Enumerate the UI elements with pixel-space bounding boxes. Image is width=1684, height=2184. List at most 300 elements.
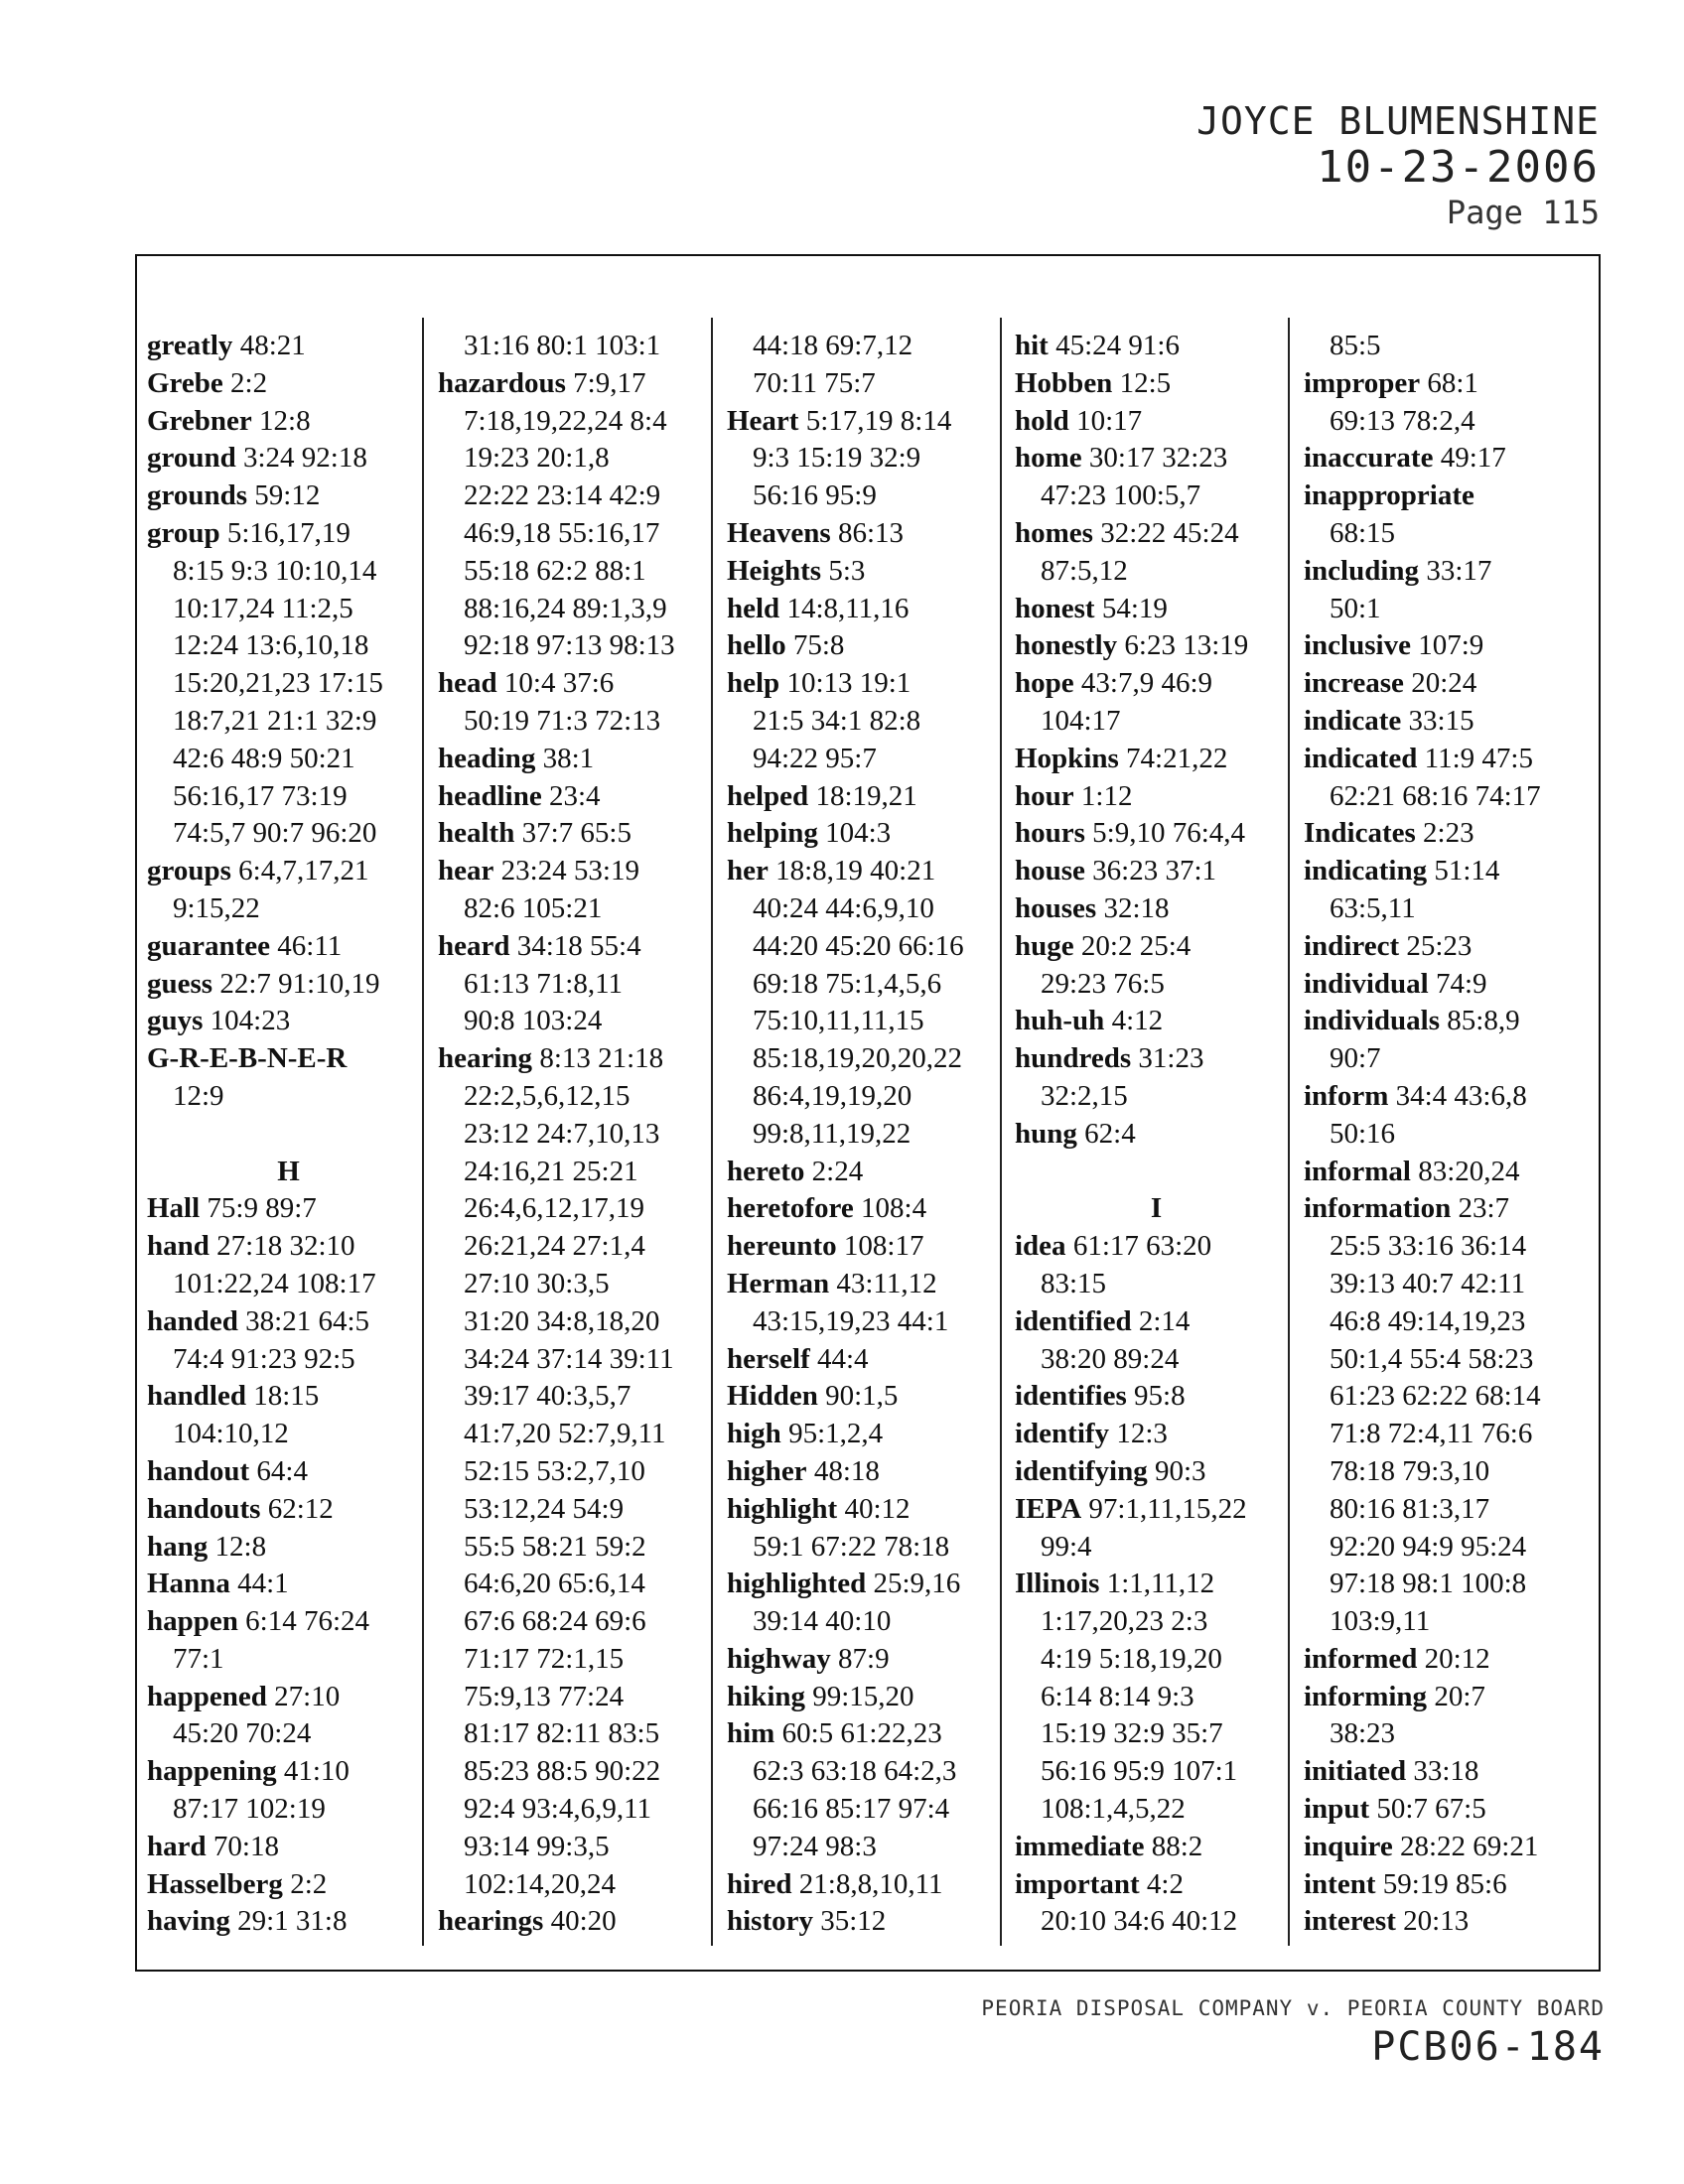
index-term: grounds xyxy=(147,479,248,512)
index-entry xyxy=(438,815,721,853)
page-line-refs: 97:1,11,15,22 xyxy=(1088,1492,1247,1525)
page-line-refs: 33:17 xyxy=(1426,554,1492,587)
page-line-refs: 7:9,17 xyxy=(573,366,646,399)
page-line-refs: 95:8 xyxy=(1134,1380,1186,1413)
index-term: inform xyxy=(1304,1079,1389,1112)
index-entry xyxy=(1304,1829,1587,1866)
index-term: happen xyxy=(147,1605,238,1638)
page-line-refs: 14:8,11,16 xyxy=(786,592,910,624)
continuation-line xyxy=(147,1116,430,1154)
page-line-refs: 10:4 37:6 xyxy=(503,667,615,700)
continuation-line: 77:1 xyxy=(173,1642,224,1675)
page-line-refs: 50:7 67:5 xyxy=(1376,1793,1486,1826)
index-term: immediate xyxy=(1015,1830,1145,1862)
page-line-refs: 60:5 61:22,23 xyxy=(781,1717,942,1750)
index-term: information xyxy=(1304,1192,1452,1225)
index-term: happened xyxy=(147,1680,267,1712)
page-line-refs: 25:9,16 xyxy=(873,1568,961,1600)
continuation-line: 41:7,20 52:7,9,11 xyxy=(464,1418,666,1450)
index-term: ground xyxy=(147,442,236,475)
continuation-line: 80:16 81:3,17 xyxy=(1330,1492,1490,1525)
continuation-line: 39:14 40:10 xyxy=(753,1605,892,1638)
continuation-line: 1:17,20,23 2:3 xyxy=(1041,1605,1208,1638)
continuation-line: 15:19 32:9 35:7 xyxy=(1041,1717,1223,1750)
index-entry xyxy=(147,1679,430,1716)
index-entry xyxy=(1015,403,1298,441)
page-line-refs: 23:4 xyxy=(549,779,601,812)
index-term: headline xyxy=(438,779,542,812)
index-term: indirect xyxy=(1304,929,1400,962)
index-entry xyxy=(1015,1453,1298,1491)
index-entry xyxy=(1304,1753,1587,1791)
continuation-line: 59:1 67:22 78:18 xyxy=(753,1530,950,1563)
index-term: informal xyxy=(1304,1155,1411,1187)
index-entry xyxy=(727,1903,1010,1941)
continuation-line: 46:9,18 55:16,17 xyxy=(464,516,660,549)
page-line-refs: 20:13 xyxy=(1403,1905,1470,1938)
page-line-refs: 33:15 xyxy=(1408,704,1474,737)
index-term: input xyxy=(1304,1793,1370,1826)
index-entry xyxy=(727,1341,1010,1379)
index-term: Hopkins xyxy=(1015,742,1119,774)
index-entry xyxy=(1304,553,1587,591)
index-entry xyxy=(1015,1378,1298,1416)
index-column xyxy=(727,328,1010,1946)
index-term: hello xyxy=(727,629,786,662)
index-term: hearing xyxy=(438,1042,533,1075)
index-entry xyxy=(727,515,1010,553)
page-line-refs: 11:9 47:5 xyxy=(1424,742,1533,774)
index-entry xyxy=(727,1641,1010,1679)
index-entry xyxy=(147,1303,430,1341)
index-entry xyxy=(727,665,1010,703)
page-line-refs: 74:21,22 xyxy=(1126,742,1228,774)
continuation-line: 45:20 70:24 xyxy=(173,1717,312,1750)
continuation-line: 50:1 xyxy=(1330,592,1381,624)
continuation-line: 4:19 5:18,19,20 xyxy=(1041,1642,1222,1675)
case-caption: PEORIA DISPOSAL COMPANY v. PEORIA COUNTY BOARD xyxy=(981,1996,1605,2020)
page-line-refs: 36:23 37:1 xyxy=(1092,855,1217,887)
index-term: honestly xyxy=(1015,629,1118,662)
continuation-line: 18:7,21 21:1 32:9 xyxy=(173,704,377,737)
index-term: houses xyxy=(1015,891,1097,924)
index-entry xyxy=(438,928,721,966)
index-entry xyxy=(1304,966,1587,1004)
page-line-refs: 88:2 xyxy=(1151,1830,1203,1862)
continuation-line: 85:18,19,20,20,22 xyxy=(753,1042,963,1075)
index-term: Hanna xyxy=(147,1568,230,1600)
continuation-line: 32:2,15 xyxy=(1041,1079,1128,1112)
index-entry xyxy=(147,515,430,553)
index-term: Indicates xyxy=(1304,817,1416,850)
index-entry xyxy=(147,853,430,890)
page-line-refs: 10:17 xyxy=(1076,404,1143,437)
index-term: heading xyxy=(438,742,536,774)
continuation-line: 61:13 71:8,11 xyxy=(464,967,624,1000)
index-term: guess xyxy=(147,967,213,1000)
continuation-line: 85:5 xyxy=(1330,330,1381,361)
page-line-refs: 62:4 xyxy=(1084,1117,1136,1150)
continuation-line: 55:18 62:2 88:1 xyxy=(464,554,646,587)
page-line-refs: 104:3 xyxy=(825,817,892,850)
page-line-refs: 12:5 xyxy=(1119,366,1172,399)
page-line-refs: 27:18 32:10 xyxy=(216,1230,355,1263)
continuation-line: 67:6 68:24 69:6 xyxy=(464,1605,646,1638)
continuation-line: 53:12,24 54:9 xyxy=(464,1492,625,1525)
continuation-line: 50:19 71:3 72:13 xyxy=(464,704,661,737)
page-line-refs: 95:1,2,4 xyxy=(788,1418,884,1450)
index-entry xyxy=(147,1566,430,1603)
index-entry xyxy=(727,1190,1010,1228)
page-line-refs: 2:2 xyxy=(230,366,268,399)
page-line-refs: 6:4,7,17,21 xyxy=(238,855,369,887)
page-line-refs: 28:22 69:21 xyxy=(1399,1830,1539,1862)
index-term: inquire xyxy=(1304,1830,1393,1862)
page-line-refs: 1:12 xyxy=(1080,779,1133,812)
continuation-line: 44:18 69:7,12 xyxy=(753,330,913,361)
index-entry xyxy=(727,778,1010,816)
continuation-line: 75:9,13 77:24 xyxy=(464,1680,625,1712)
continuation-line: 104:17 xyxy=(1041,704,1121,737)
index-term: Herman xyxy=(727,1267,830,1299)
page-line-refs: 48:21 xyxy=(239,330,306,361)
continuation-line: 50:1,4 55:4 58:23 xyxy=(1330,1342,1534,1375)
page-line-refs: 4:2 xyxy=(1146,1867,1184,1900)
index-entry xyxy=(1015,815,1298,853)
index-entry xyxy=(1304,1154,1587,1191)
section-letter: H xyxy=(277,1155,300,1187)
continuation-line: 22:22 23:14 42:9 xyxy=(464,479,661,512)
index-entry xyxy=(727,1266,1010,1303)
continuation-line: 15:20,21,23 17:15 xyxy=(173,667,383,700)
page-line-refs: 6:14 76:24 xyxy=(245,1605,370,1638)
index-term: homes xyxy=(1015,516,1093,549)
page-line-refs: 40:12 xyxy=(844,1492,911,1525)
index-entry xyxy=(727,591,1010,628)
index-term: groups xyxy=(147,855,231,887)
continuation-line: 40:24 44:6,9,10 xyxy=(753,891,934,924)
continuation-line: 85:23 88:5 90:22 xyxy=(464,1755,661,1788)
continuation-line: 88:16,24 89:1,3,9 xyxy=(464,592,667,624)
continuation-line: 62:3 63:18 64:2,3 xyxy=(753,1755,957,1788)
continuation-line: 21:5 34:1 82:8 xyxy=(753,704,921,737)
index-entry xyxy=(147,928,430,966)
index-entry xyxy=(438,365,721,403)
page-line-refs: 59:12 xyxy=(254,479,321,512)
page-line-refs: 5:9,10 76:4,4 xyxy=(1092,817,1246,850)
index-term: high xyxy=(727,1418,781,1450)
page-line-refs: 10:13 19:1 xyxy=(786,667,912,700)
index-term: history xyxy=(727,1905,813,1938)
page-line-refs: 6:23 13:19 xyxy=(1124,629,1249,662)
page-line-refs: 49:17 xyxy=(1440,442,1506,475)
continuation-line: 42:6 48:9 50:21 xyxy=(173,742,355,774)
index-entry xyxy=(1304,665,1587,703)
index-entry xyxy=(1015,1829,1298,1866)
index-entry xyxy=(727,853,1010,890)
index-entry xyxy=(438,741,721,778)
word-index xyxy=(147,328,1597,1946)
page-line-refs: 30:17 32:23 xyxy=(1088,442,1228,475)
continuation-line: 38:20 89:24 xyxy=(1041,1342,1180,1375)
index-term: heretofore xyxy=(727,1192,854,1225)
index-entry xyxy=(1015,741,1298,778)
index-term: guarantee xyxy=(147,929,271,962)
continuation-line: 83:15 xyxy=(1041,1267,1107,1299)
index-entry xyxy=(1015,365,1298,403)
continuation-line: 29:23 76:5 xyxy=(1041,967,1165,1000)
index-entry xyxy=(1304,1679,1587,1716)
continuation-line: 71:17 72:1,15 xyxy=(464,1642,625,1675)
index-entry xyxy=(147,440,430,478)
index-term: Hobben xyxy=(1015,366,1113,399)
index-entry xyxy=(1015,440,1298,478)
deponent-name: JOYCE BLUMENSHINE xyxy=(1196,99,1600,143)
index-term: higher xyxy=(727,1454,807,1487)
index-term: Heart xyxy=(727,404,799,437)
page-line-refs: 23:7 xyxy=(1458,1192,1510,1225)
index-entry xyxy=(147,966,430,1004)
index-entry xyxy=(1304,928,1587,966)
continuation-line: 74:4 91:23 92:5 xyxy=(173,1342,355,1375)
page-header xyxy=(1196,99,1600,232)
continuation-line: 81:17 82:11 83:5 xyxy=(464,1717,660,1750)
index-term: hereunto xyxy=(727,1230,837,1263)
index-entry xyxy=(1015,665,1298,703)
docket-number: PCB06-184 xyxy=(1371,2024,1605,2070)
index-entry xyxy=(438,665,721,703)
page-line-refs: 44:4 xyxy=(817,1342,869,1375)
page-line-refs: 18:8,19 40:21 xyxy=(775,855,936,887)
continuation-line: 97:18 98:1 100:8 xyxy=(1330,1568,1527,1600)
index-entry xyxy=(1015,928,1298,966)
index-term: happening xyxy=(147,1755,277,1788)
index-entry xyxy=(1304,1903,1587,1941)
index-term: Hidden xyxy=(727,1380,818,1413)
continuation-line: 82:6 105:21 xyxy=(464,891,603,924)
page-line-refs: 45:24 91:6 xyxy=(1055,330,1180,361)
index-term: highlight xyxy=(727,1492,838,1525)
index-column xyxy=(1015,328,1298,1946)
index-entry xyxy=(727,627,1010,665)
continuation-line: 92:18 97:13 98:13 xyxy=(464,629,675,662)
page-line-refs: 75:9 89:7 xyxy=(207,1192,317,1225)
index-entry xyxy=(727,1715,1010,1753)
index-entry xyxy=(1015,1866,1298,1904)
page-number: Page 115 xyxy=(1446,194,1600,231)
index-term: including xyxy=(1304,554,1420,587)
index-entry xyxy=(147,1378,430,1416)
continuation-line: 92:20 94:9 95:24 xyxy=(1330,1530,1527,1563)
index-entry xyxy=(147,1453,430,1491)
continuation-line: 22:2,5,6,12,15 xyxy=(464,1079,631,1112)
index-term: interest xyxy=(1304,1905,1396,1938)
page-line-refs: 12:3 xyxy=(1116,1418,1168,1450)
index-entry xyxy=(1304,815,1587,853)
continuation-line: 99:8,11,19,22 xyxy=(753,1117,912,1150)
index-term: hereto xyxy=(727,1155,805,1187)
index-term: increase xyxy=(1304,667,1404,700)
index-entry xyxy=(727,1566,1010,1603)
continuation-line: 10:17,24 11:2,5 xyxy=(173,592,353,624)
index-term: identified xyxy=(1015,1304,1132,1337)
index-term: handout xyxy=(147,1454,250,1487)
page-line-refs: 54:19 xyxy=(1101,592,1168,624)
page-line-refs: 51:14 xyxy=(1434,855,1500,887)
continuation-line: 90:8 103:24 xyxy=(464,1005,603,1037)
continuation-line: 71:8 72:4,11 76:6 xyxy=(1330,1418,1533,1450)
index-term: hand xyxy=(147,1230,210,1263)
index-entry xyxy=(438,1903,721,1941)
index-entry xyxy=(1015,778,1298,816)
continuation-line: 43:15,19,23 44:1 xyxy=(753,1304,949,1337)
index-term: greatly xyxy=(147,330,233,361)
page-line-refs: 23:24 53:19 xyxy=(500,855,639,887)
index-term: Heights xyxy=(727,554,822,587)
continuation-line: 31:16 80:1 103:1 xyxy=(464,330,661,361)
index-term: him xyxy=(727,1717,775,1750)
page-line-refs: 2:14 xyxy=(1138,1304,1191,1337)
continuation-line: 31:20 34:8,18,20 xyxy=(464,1304,660,1337)
index-entry xyxy=(1015,515,1298,553)
index-term: handled xyxy=(147,1380,246,1413)
continuation-line: 69:18 75:1,4,5,6 xyxy=(753,967,942,1000)
continuation-line: 44:20 45:20 66:16 xyxy=(753,929,964,962)
continuation-line: 9:15,22 xyxy=(173,891,260,924)
index-entry xyxy=(147,1040,430,1078)
continuation-line: 9:3 15:19 32:9 xyxy=(753,442,921,475)
index-entry xyxy=(1304,627,1587,665)
page-line-refs: 44:1 xyxy=(237,1568,289,1600)
page-line-refs: 59:19 85:6 xyxy=(1382,1867,1507,1900)
page-line-refs: 74:9 xyxy=(1436,967,1487,1000)
index-term: helped xyxy=(727,779,809,812)
index-entry xyxy=(147,1603,430,1641)
index-entry xyxy=(1304,1190,1587,1228)
index-entry xyxy=(1304,1078,1587,1116)
page-line-refs: 90:1,5 xyxy=(825,1380,899,1413)
page-line-refs: 41:10 xyxy=(283,1755,350,1788)
index-term: informed xyxy=(1304,1642,1418,1675)
continuation-line: 8:15 9:3 10:10,14 xyxy=(173,554,377,587)
index-column xyxy=(438,328,721,1946)
page-line-refs: 4:12 xyxy=(1111,1005,1164,1037)
index-term: Hasselberg xyxy=(147,1867,283,1900)
page-line-refs: 12:8 xyxy=(259,404,311,437)
index-entry xyxy=(147,1003,430,1040)
continuation-line: 52:15 53:2,7,10 xyxy=(464,1454,645,1487)
page-line-refs: 18:19,21 xyxy=(815,779,917,812)
index-entry xyxy=(1015,853,1298,890)
page-line-refs: 35:12 xyxy=(820,1905,887,1938)
page-line-refs: 2:23 xyxy=(1423,817,1474,850)
continuation-line: 94:22 95:7 xyxy=(753,742,877,774)
index-term: G-R-E-B-N-E-R xyxy=(147,1042,348,1075)
index-term: highway xyxy=(727,1642,831,1675)
index-term: highlighted xyxy=(727,1568,867,1600)
index-entry xyxy=(147,1903,430,1941)
page-line-refs: 2:2 xyxy=(290,1867,328,1900)
page-line-refs: 99:15,20 xyxy=(812,1680,914,1712)
index-term: helping xyxy=(727,817,818,850)
index-term: inappropriate xyxy=(1304,479,1474,512)
page-line-refs: 108:17 xyxy=(843,1230,924,1263)
index-term: hearings xyxy=(438,1905,544,1938)
page-line-refs: 5:3 xyxy=(828,554,866,587)
index-term: having xyxy=(147,1905,230,1938)
index-term: indicating xyxy=(1304,855,1428,887)
continuation-line: 103:9,11 xyxy=(1330,1605,1431,1638)
continuation-line: 34:24 37:14 39:11 xyxy=(464,1342,674,1375)
index-term: Illinois xyxy=(1015,1568,1100,1600)
index-term: help xyxy=(727,667,780,700)
index-entry xyxy=(147,1228,430,1266)
continuation-line: 62:21 68:16 74:17 xyxy=(1330,779,1541,812)
index-term: hit xyxy=(1015,330,1049,361)
index-entry xyxy=(1304,741,1587,778)
page-line-refs: 1:1,11,12 xyxy=(1106,1568,1215,1600)
index-term: improper xyxy=(1304,366,1421,399)
continuation-line: 70:11 75:7 xyxy=(753,366,876,399)
index-term: hang xyxy=(147,1530,209,1563)
index-entry xyxy=(1015,591,1298,628)
index-entry xyxy=(438,853,721,890)
index-entry xyxy=(1304,703,1587,741)
index-term: hung xyxy=(1015,1117,1077,1150)
page-line-refs: 8:13 21:18 xyxy=(539,1042,664,1075)
index-term: house xyxy=(1015,855,1085,887)
index-entry xyxy=(727,1228,1010,1266)
continuation-line: 12:9 xyxy=(173,1079,224,1112)
continuation-line: 101:22,24 108:17 xyxy=(173,1267,376,1299)
deposition-date: 10-23-2006 xyxy=(1317,142,1600,193)
index-entry xyxy=(727,1491,1010,1529)
page-line-refs: 22:7 91:10,19 xyxy=(219,967,380,1000)
index-term: hundreds xyxy=(1015,1042,1132,1075)
index-term: informing xyxy=(1304,1680,1428,1712)
continuation-line: 26:21,24 27:1,4 xyxy=(464,1230,645,1263)
index-term: hiking xyxy=(727,1680,805,1712)
index-term: hard xyxy=(147,1830,207,1862)
page-line-refs: 25:23 xyxy=(1406,929,1473,962)
index-entry xyxy=(727,1416,1010,1453)
page-line-refs: 38:1 xyxy=(542,742,595,774)
index-entry xyxy=(727,1866,1010,1904)
index-entry xyxy=(1304,1003,1587,1040)
index-entry xyxy=(1304,1866,1587,1904)
index-entry xyxy=(1015,1116,1298,1154)
continuation-line: 39:13 40:7 42:11 xyxy=(1330,1267,1526,1299)
index-term: identify xyxy=(1015,1418,1110,1450)
index-term: guys xyxy=(147,1005,204,1037)
continuation-line: 7:18,19,22,24 8:4 xyxy=(464,404,667,437)
index-term: hired xyxy=(727,1867,792,1900)
index-entry xyxy=(1015,1303,1298,1341)
index-entry xyxy=(147,478,430,515)
page-line-refs: 34:18 55:4 xyxy=(516,929,641,962)
page-line-refs: 87:9 xyxy=(838,1642,890,1675)
page-line-refs: 34:4 43:6,8 xyxy=(1395,1079,1527,1112)
index-term: handouts xyxy=(147,1492,261,1525)
page-line-refs: 2:24 xyxy=(811,1155,864,1187)
index-entry xyxy=(727,1679,1010,1716)
continuation-line: 86:4,19,19,20 xyxy=(753,1079,912,1112)
page-line-refs: 20:24 xyxy=(1411,667,1477,700)
index-column xyxy=(1304,328,1587,1946)
index-entry xyxy=(727,1453,1010,1491)
continuation-line: 56:16,17 73:19 xyxy=(173,779,348,812)
continuation-line: 93:14 99:3,5 xyxy=(464,1830,610,1862)
